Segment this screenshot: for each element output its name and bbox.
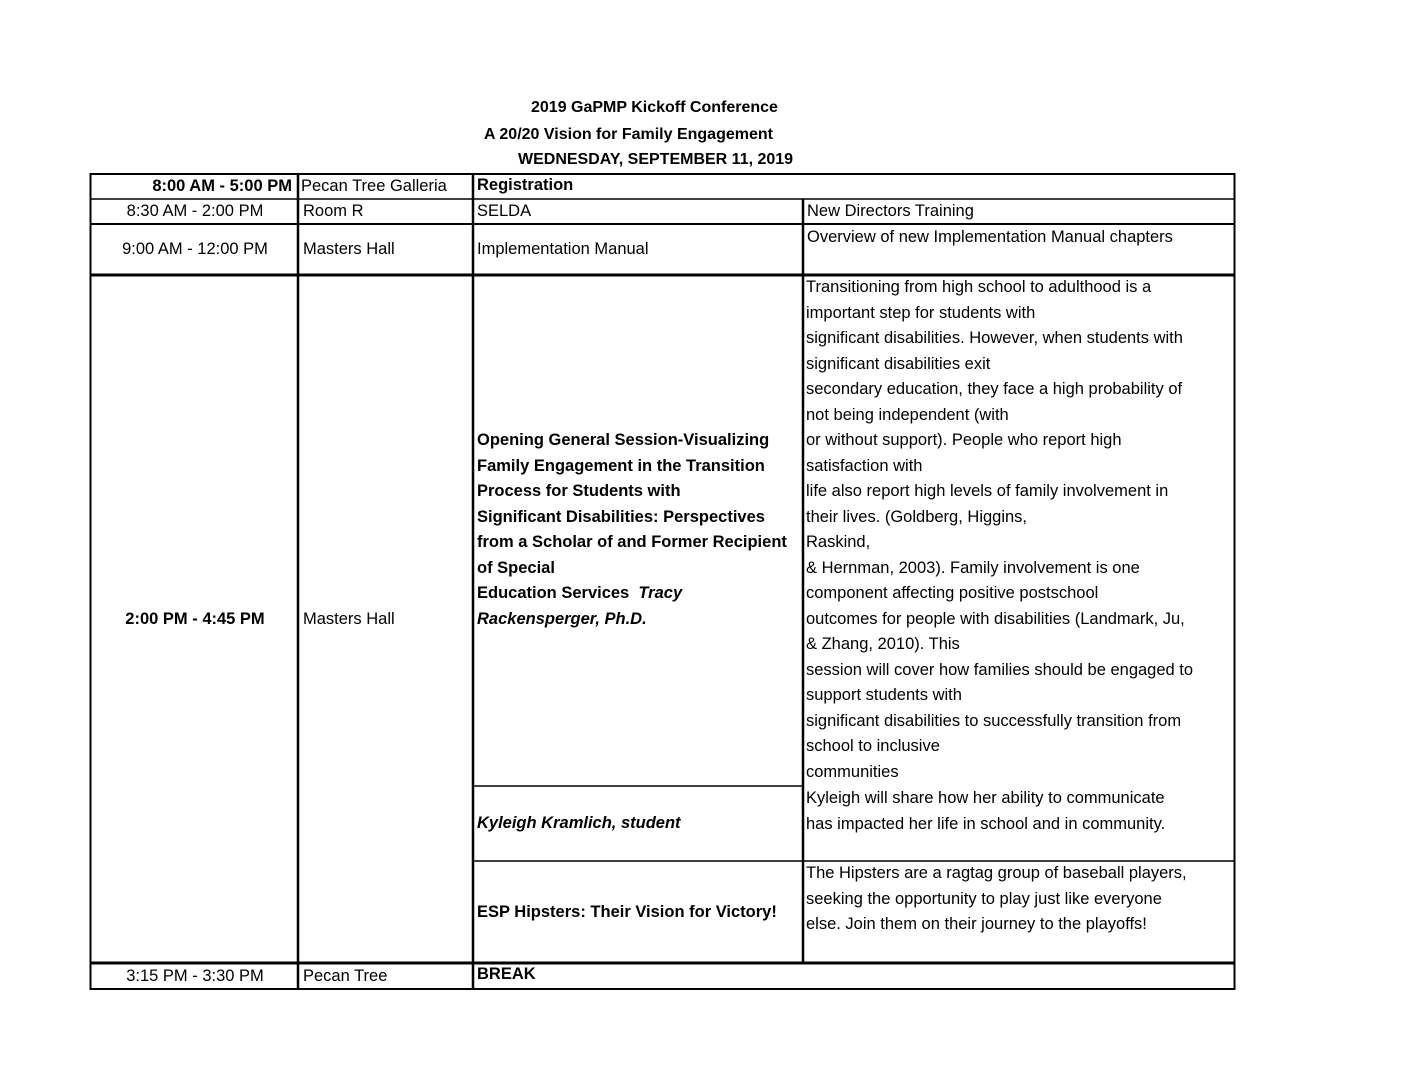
description-line: or without support). People who report high xyxy=(806,431,1122,449)
description-line: has impacted her life in school and in community. xyxy=(806,814,1166,833)
kyleigh-session: Kyleigh Kramlich, student xyxy=(477,814,681,833)
conference-title: 2019 GaPMP Kickoff Conference xyxy=(531,99,778,116)
hipsters-session: ESP Hipsters: Their Vision for Victory! xyxy=(477,902,777,921)
description-line: support students with xyxy=(806,686,962,704)
row2-time: 8:30 AM - 2:00 PM xyxy=(126,202,264,221)
description-line: secondary education, they face a high probability of xyxy=(806,380,1183,398)
description-line: school to inclusive xyxy=(806,737,940,755)
opening-session-line: Family Engagement in the Transition xyxy=(477,456,765,475)
description-line: Kyleigh will share how her ability to communicate xyxy=(806,789,1165,807)
row1-session: Registration xyxy=(477,176,574,195)
row3-session: Implementation Manual xyxy=(477,240,649,259)
row3-time: 9:00 AM - 12:00 PM xyxy=(122,240,268,259)
description-line: not being independent (with xyxy=(806,405,1009,424)
row2-location: Room R xyxy=(303,202,364,221)
row5-time: 3:15 PM - 3:30 PM xyxy=(126,967,264,986)
row3-description: Overview of new Implementation Manual chapters xyxy=(807,228,1173,246)
description-line: important step for students with xyxy=(806,303,1036,322)
opening-session-line: Significant Disabilities: Perspectives xyxy=(477,507,765,526)
opening-session-line: Process for Students with xyxy=(477,482,681,500)
description-line: & Zhang, 2010). This xyxy=(806,635,960,653)
description-line: else. Join them on their journey to the playoffs! xyxy=(806,915,1147,933)
description-line: significant disabilities to successfully transition from xyxy=(806,711,1182,730)
opening-session-line: Opening General Session-Visualizing xyxy=(477,431,770,449)
row4-time: 2:00 PM - 4:45 PM xyxy=(125,610,265,629)
hipsters-description xyxy=(806,861,1234,962)
row1-time: 8:00 AM - 5:00 PM xyxy=(152,177,292,196)
row3-location: Masters Hall xyxy=(303,240,395,259)
description-line: component affecting positive postschool xyxy=(806,584,1099,602)
kyleigh-description xyxy=(806,786,1234,861)
description-line: Transitioning from high school to adulthood is a xyxy=(806,278,1152,296)
description-line: significant disabilities. However, when students with xyxy=(806,329,1183,347)
description-line: significant disabilities exit xyxy=(806,354,991,373)
row1-location: Pecan Tree Galleria xyxy=(301,177,447,196)
description-line: their lives. (Goldberg, Higgins, xyxy=(806,507,1028,526)
description-line: satisfaction with xyxy=(806,456,923,475)
description-line: life also report high levels of family involvement in xyxy=(806,482,1169,500)
description-line: outcomes for people with disabilities (Landmark, Ju, xyxy=(806,609,1185,628)
description-line: communities xyxy=(806,762,899,781)
description-line: & Hernman, 2003). Family involvement is one xyxy=(806,558,1140,577)
description-line: seeking the opportunity to play just like everyone xyxy=(806,889,1162,908)
opening-session-line: Education Services xyxy=(477,584,630,602)
row5-session: BREAK xyxy=(477,965,536,984)
conference-subtitle: A 20/20 Vision for Family Engagement xyxy=(484,126,773,143)
conference-date: WEDNESDAY, SEPTEMBER 11, 2019 xyxy=(518,151,794,168)
speaker-name: Tracy xyxy=(638,584,683,602)
description-line: The Hipsters are a ragtag group of baseball players, xyxy=(806,864,1187,882)
row5-location: Pecan Tree xyxy=(303,967,388,986)
row2-description: New Directors Training xyxy=(807,202,974,221)
opening-session-description xyxy=(806,275,1234,786)
description-line: Raskind, xyxy=(806,533,871,551)
row4-location: Masters Hall xyxy=(303,610,395,629)
opening-session-line: from a Scholar of and Former Recipient xyxy=(477,533,787,551)
description-line: session will cover how families should be engaged to xyxy=(806,660,1194,679)
row2-session: SELDA xyxy=(477,202,532,221)
opening-session-title xyxy=(477,428,802,638)
opening-session-line: of Special xyxy=(477,558,555,577)
speaker-name: Rackensperger, Ph.D. xyxy=(477,609,647,628)
